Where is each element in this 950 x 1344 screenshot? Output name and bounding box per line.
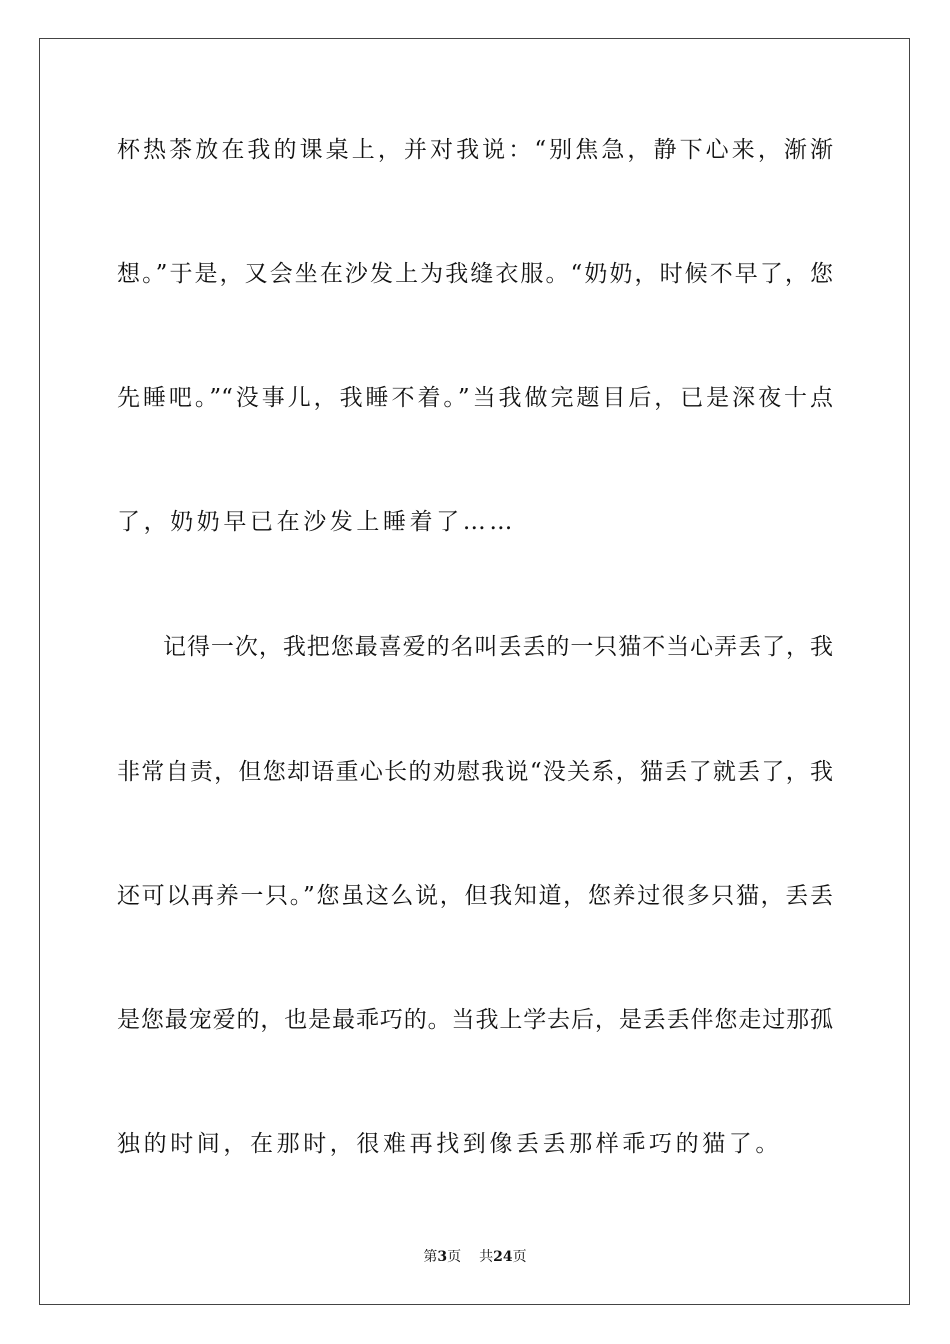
footer-total-number: 24 bbox=[493, 1249, 513, 1265]
footer-page-number: 3 bbox=[437, 1249, 448, 1265]
paragraph-line-1: 杯热茶放在我的课桌上，并对我说：“别焦急，静下心来，渐渐 bbox=[117, 137, 833, 163]
footer-page-suffix: 页 bbox=[447, 1249, 462, 1265]
paragraph-line-8: 是您最宠爱的，也是最乖巧的。当我上学去后，是丢丢伴您走过那孤 bbox=[117, 1007, 833, 1033]
footer-page-prefix: 第 bbox=[423, 1249, 438, 1265]
paragraph-line-6: 非常自责，但您却语重心长的劝慰我说“没关系，猫丢了就丢了，我 bbox=[117, 759, 833, 785]
paragraph-line-2: 想。”于是，又会坐在沙发上为我缝衣服。“奶奶，时候不早了，您 bbox=[117, 261, 833, 287]
page-footer bbox=[0, 1248, 950, 1266]
paragraph-line-9: 独的时间，在那时，很难再找到像丢丢那样乖巧的猫了。 bbox=[117, 1131, 782, 1157]
page-border bbox=[39, 38, 910, 1305]
paragraph-line-5: 记得一次，我把您最喜爱的名叫丢丢的一只猫不当心弄丢了，我 bbox=[163, 634, 833, 660]
footer-total-suffix: 页 bbox=[512, 1249, 527, 1265]
footer-total-prefix: 共 bbox=[479, 1249, 494, 1265]
paragraph-line-4: 了，奶奶早已在沙发上睡着了…… bbox=[117, 509, 516, 535]
paragraph-line-7: 还可以再养一只。”您虽这么说，但我知道，您养过很多只猫，丢丢 bbox=[117, 883, 833, 909]
paragraph-line-3: 先睡吧。”“没事儿，我睡不着。”当我做完题目后，已是深夜十点 bbox=[117, 385, 833, 411]
